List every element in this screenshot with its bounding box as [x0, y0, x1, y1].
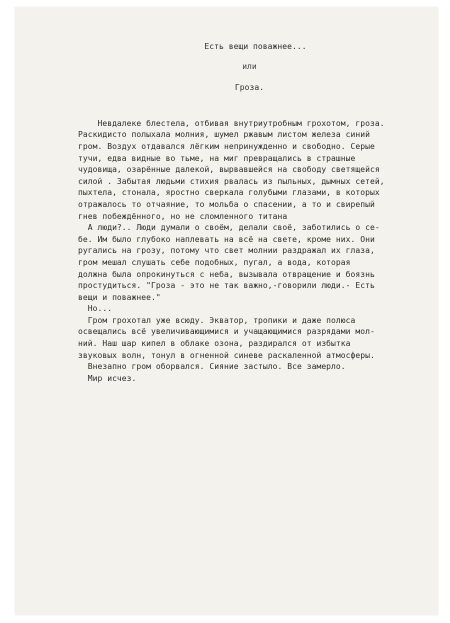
text-line: Невдалеке блестела, отбивая внутриутробным грохотом, гроза. [78, 118, 385, 128]
title-conjunction: или [242, 61, 257, 71]
text-line: Внезапно гром оборвался. Сияние застыло. Все замерло. [78, 362, 346, 372]
text-line: вещи и поважнее." [78, 292, 161, 302]
paper-sheet [15, 7, 438, 615]
text-line: Мир исчез. [78, 373, 137, 383]
text-line: Раскидисто полыхала молния, шумел ржавым листом железа синий [78, 130, 370, 140]
text-line: освещались всё увеличивающимися и учащающимися разрядами мол- [78, 327, 375, 337]
typewritten-text [78, 41, 423, 384]
text-line: Но... [78, 304, 113, 314]
text-line: ний. Наш шар кипел в облаке озона, раздирался от избытка [78, 339, 351, 349]
text-line: силой . Забытая людьми стихия рвалась из пыльных, дымных сетей, [78, 176, 385, 186]
text-line: отражалось то отчаяние, то мольба о спасении, а то и свирепый [78, 199, 375, 209]
text-line: А люди?.. Люди думали о своём, делали своё, заботились о се- [78, 223, 380, 233]
text-line: гнев побеждённого, но не сломленного титана [78, 211, 288, 221]
text-line: должна была опрокинуться с неба, вызывала отвращение и боязнь [78, 269, 375, 279]
text-line: гром мешал слушать себе подобных, пугал, а вода, которая [78, 257, 351, 267]
text-line: пыхтела, стонала, яростно сверкала голубыми глазами, в которых [78, 188, 380, 198]
text-line: чудовища, озарённые далекой, вырвавшейся на свободу светящейся [78, 165, 380, 175]
document-body [78, 118, 423, 385]
text-line: простудиться. "Гроза - это не так важно,-говорили люди.- Есть [78, 281, 375, 291]
text-line: гром. Воздух отдавался лёгким непринужденно и свободно. Серые [78, 141, 375, 151]
text-line: тучи, едва видные во тьме, на миг превращались в страшные [78, 153, 356, 163]
text-line: Гром грохотал уже всюду. Экватор, тропики и даже полюса [78, 315, 356, 325]
document-subtitle: Гроза. [234, 83, 265, 93]
text-line: звуковых волн, тонул в огненной синеве раскаленной атмосферы. [78, 350, 375, 360]
text-line: ругались на грозу, потому что свет молнии раздражал их глаза, [78, 246, 375, 256]
text-line: бе. Им было глубоко наплевать на всё на свете, кроме них. Они [78, 234, 375, 244]
document-title: Есть вещи поважнее... [204, 42, 307, 51]
